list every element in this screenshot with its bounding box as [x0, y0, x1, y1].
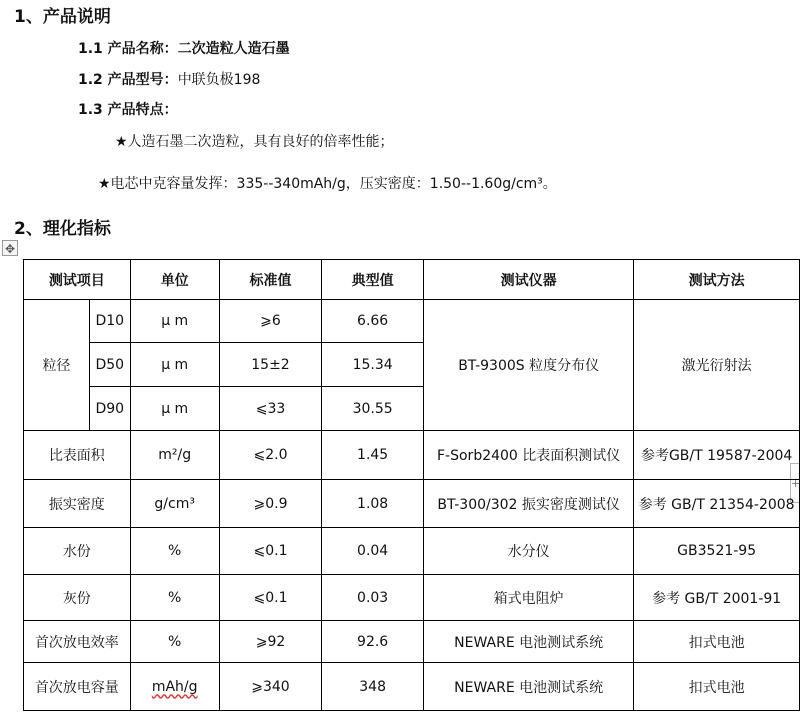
- header-std: 标准值: [219, 260, 322, 300]
- cell-typ: 30.55: [322, 387, 424, 431]
- cell-typ: 15.34: [322, 343, 424, 387]
- cell-sub: D10: [89, 300, 130, 343]
- cell-unit: m²/g: [130, 431, 219, 480]
- section-2-title: 2、理化指标: [14, 219, 111, 239]
- cell-unit: [130, 663, 219, 711]
- cell-typ: 92.6: [322, 621, 424, 663]
- cell-item: 首次放电容量: [24, 663, 131, 711]
- table-row: [24, 300, 800, 343]
- product-name-value: 二次造粒人造石墨: [177, 41, 290, 57]
- cell-item: 振实密度: [24, 480, 131, 528]
- table-row: [24, 663, 800, 711]
- cell-std: 15±2: [219, 343, 322, 387]
- table-row: [24, 575, 800, 621]
- cell-std: ⩽33: [219, 387, 322, 431]
- cell-typ: 0.04: [322, 528, 424, 575]
- cell-std: ⩾6: [219, 300, 322, 343]
- move-cross-icon[interactable]: ✥: [2, 240, 18, 256]
- cell-unit: μ m: [130, 343, 219, 387]
- cell-item: 比表面积: [24, 431, 131, 480]
- product-features-label: [78, 99, 178, 119]
- cell-item: 首次放电效率: [24, 621, 131, 663]
- cell-instrument: NEWARE 电池测试系统: [423, 621, 633, 663]
- cell-instrument: 水分仪: [423, 528, 633, 575]
- product-model-value: 中联负极198: [177, 72, 261, 88]
- section-1-title: 1、产品说明: [14, 7, 111, 27]
- cell-method: 参考 GB/T 21354-2008: [634, 480, 800, 528]
- cell-method: 参考GB/T 19587-2004: [634, 431, 800, 480]
- feature-1: ★人造石墨二次造粒，具有良好的倍率性能；: [115, 134, 394, 150]
- unit-spellcheck-text: mAh/g: [151, 678, 198, 695]
- cell-unit: %: [130, 528, 219, 575]
- cell-std: ⩽0.1: [219, 575, 322, 621]
- cell-std: ⩾92: [219, 621, 322, 663]
- product-model-label: 1.2 产品型号：: [78, 72, 178, 88]
- feature-2: ★电芯中克容量发挥：335--340mAh/g，压实密度：1.50--1.60g/cm³。: [98, 176, 557, 192]
- cell-typ: 1.45: [322, 431, 424, 480]
- cell-unit: μ m: [130, 300, 219, 343]
- cell-method: GB3521-95: [634, 528, 800, 575]
- cell-std: ⩽0.1: [219, 528, 322, 575]
- header-method: 测试方法: [634, 260, 800, 300]
- header-instrument: 测试仪器: [423, 260, 633, 300]
- cell-sub: D50: [89, 343, 130, 387]
- cell-typ: 0.03: [322, 575, 424, 621]
- cell-item: 水份: [24, 528, 131, 575]
- table-row: [24, 431, 800, 480]
- cell-item: 灰份: [24, 575, 131, 621]
- spec-table: [23, 259, 800, 711]
- cell-instrument: 箱式电阻炉: [423, 575, 633, 621]
- cell-method: 扣式电池: [634, 663, 800, 711]
- cell-typ: 348: [322, 663, 424, 711]
- cell-unit: μ m: [130, 387, 219, 431]
- particle-label: 粒径: [24, 300, 90, 431]
- table-row: [24, 528, 800, 575]
- cell-method: 参考 GB/T 2001-91: [634, 575, 800, 621]
- product-name-label: 1.1 产品名称：: [78, 41, 178, 57]
- cell-typ: 1.08: [322, 480, 424, 528]
- cell-std: ⩾0.9: [219, 480, 322, 528]
- cell-instrument: NEWARE 电池测试系统: [423, 663, 633, 711]
- header-item: 测试项目: [24, 260, 131, 300]
- product-name-line: [78, 38, 290, 58]
- cell-method: 扣式电池: [634, 621, 800, 663]
- table-header-row: [24, 260, 800, 300]
- cell-unit: g/cm³: [130, 480, 219, 528]
- header-unit: 单位: [130, 260, 219, 300]
- particle-instrument: BT-9300S 粒度分布仪: [423, 300, 633, 431]
- features-label-text: 1.3 产品特点：: [78, 102, 178, 118]
- cell-typ: 6.66: [322, 300, 424, 343]
- table-row: [24, 621, 800, 663]
- particle-method: 激光衍射法: [634, 300, 800, 431]
- product-model-line: [78, 69, 260, 89]
- table-add-icon[interactable]: +: [790, 463, 800, 503]
- cell-unit: %: [130, 575, 219, 621]
- cell-instrument: F-Sorb2400 比表面积测试仪: [423, 431, 633, 480]
- cell-std: ⩾340: [219, 663, 322, 711]
- table-row: [24, 480, 800, 528]
- cell-unit: %: [130, 621, 219, 663]
- header-typ: 典型值: [322, 260, 424, 300]
- cell-sub: D90: [89, 387, 130, 431]
- cell-instrument: BT-300/302 振实密度测试仪: [423, 480, 633, 528]
- cell-std: ⩽2.0: [219, 431, 322, 480]
